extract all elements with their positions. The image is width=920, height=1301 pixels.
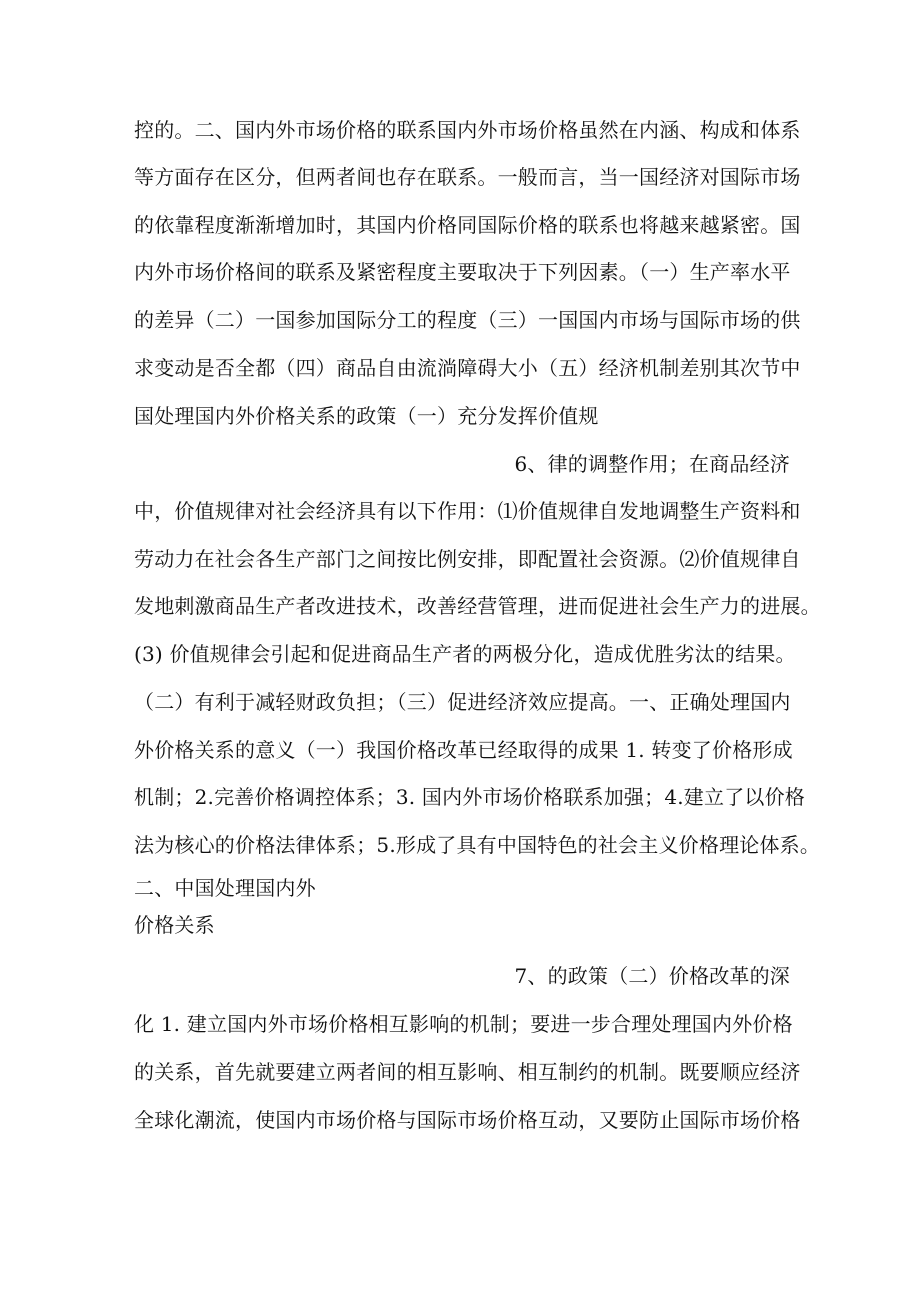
text-line: （二）有利于减轻财政负担；（三）促进经济效应提高。一、正确处理国内	[134, 690, 791, 714]
text-line: (3) 价值规律会引起和促进商品生产者的两极分化，造成优胜劣汰的结果。	[134, 642, 796, 666]
text-line: 中，价值规律对社会经济具有以下作用：⑴价值规律自发地调整生产资料和	[134, 499, 801, 523]
numbered-heading: 6、律的调整作用；在商品经济	[514, 452, 790, 476]
text-line: 二、中国处理国内外	[134, 876, 316, 900]
text-line: 全球化潮流，使国内市场价格与国际市场价格互动，又要防止国际市场价格	[134, 1108, 801, 1132]
text-line: 等方面存在区分，但两者间也存在联系。一般而言，当一国经济对国际市场	[134, 165, 801, 189]
text-line: 外价格关系的意义（一）我国价格改革已经取得的成果 1. 转变了价格形成	[134, 738, 793, 762]
text-line: 的依靠程度渐渐增加时，其国内价格同国际价格的联系也将越来越紧密。国	[134, 213, 801, 237]
numbered-heading: 7、的政策（二）价格改革的深	[514, 964, 790, 988]
text-line: 发地刺激商品生产者改进技术，改善经营管理，进而促进社会生产力的进展。	[134, 594, 821, 618]
text-line: 价格关系	[134, 913, 215, 937]
text-line: 化 1. 建立国内外市场价格相互影响的机制；要进一步合理处理国内外价格	[134, 1012, 793, 1036]
text-line: 控的。二、国内外市场价格的联系国内外市场价格虽然在内涵、构成和体系	[134, 118, 801, 142]
text-line: 求变动是否全都（四）商品自由流淌障碍大小（五）经济机制差别其次节中	[134, 356, 801, 380]
text-line: 国处理国内外价格关系的政策（一）充分发挥价值规	[134, 404, 599, 428]
text-line: 内外市场价格间的联系及紧密程度主要取决于下列因素。（一）生产率水平	[134, 260, 791, 284]
text-line: 劳动力在社会各生产部门之间按比例安排，即配置社会资源。⑵价值规律自	[134, 547, 801, 571]
text-line: 法为核心的价格法律体系；5.形成了具有中国特色的社会主义价格理论体系。	[134, 833, 821, 857]
text-line: 的关系，首先就要建立两者间的相互影响、相互制约的机制。既要顺应经济	[134, 1060, 801, 1084]
text-line: 机制；2.完善价格调控体系；3. 国内外市场价格联系加强；4.建立了以价格	[134, 785, 806, 809]
text-line: 的差异（二）一国参加国际分工的程度（三）一国国内市场与国际市场的供	[134, 308, 801, 332]
